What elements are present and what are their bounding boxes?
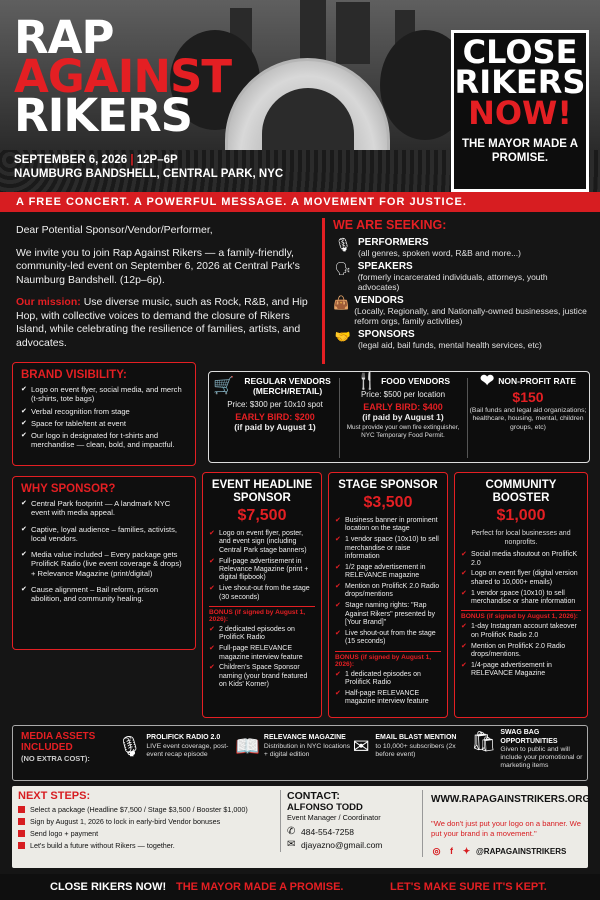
tagline-banner: A FREE CONCERT. A POWERFUL MESSAGE. A MOVEMENT FOR JUSTICE. xyxy=(0,192,600,212)
list-item: ✔ 1 dedicated episodes on ProlificK Radio xyxy=(335,671,441,688)
package-title: COMMUNITY BOOSTER xyxy=(485,479,557,504)
seeking-item-vendors xyxy=(333,295,588,326)
skyline-building xyxy=(336,2,370,64)
next-steps xyxy=(18,790,280,853)
media-asset-desc: Given to public and will include your promotional or marketing items xyxy=(500,746,583,769)
invitation-letter xyxy=(16,224,312,359)
event-date: SEPTEMBER 6, 2026 xyxy=(14,154,128,166)
list-item: ✔ Social media shoutout on ProlificK 2.0 xyxy=(461,551,581,568)
headline-sponsor-package xyxy=(202,472,322,718)
step-item xyxy=(18,817,280,826)
tier-note: (Bail funds and legal aid organizations; healthcare, housing, mental, children groups, etc) xyxy=(469,407,587,431)
list-item: ✔ 1 vendor space (10x10) to sell merchandise or share information xyxy=(461,590,581,607)
brand-visibility-box xyxy=(12,362,196,466)
callout-line-2: RIKERS xyxy=(454,63,586,101)
tier-paid-by: (if paid by August 1) xyxy=(234,422,316,432)
media-asset-swag xyxy=(471,729,585,770)
tier-price: Price: $300 per 10x10 spot xyxy=(227,400,323,409)
food-icon: 🍴 xyxy=(355,371,378,390)
tier-price: $150 xyxy=(512,389,544,405)
contact-block xyxy=(280,790,420,852)
contact-name: ALFONSO TODD xyxy=(287,802,363,813)
footer-banner xyxy=(0,874,600,900)
phone-icon: ✆ xyxy=(287,826,296,837)
seeking-item-name: SPONSORS xyxy=(358,329,415,340)
seeking-item-desc: (formerly incarcerated individuals, attorneys, youth advocates) xyxy=(357,272,548,292)
date-separator: | xyxy=(130,154,134,166)
step-item xyxy=(18,829,280,838)
checkbox-icon xyxy=(18,842,25,849)
seeking-heading: WE ARE SEEKING: xyxy=(333,218,447,232)
package-title: STAGE SPONSOR xyxy=(338,479,438,491)
social-handle[interactable]: @RAPAGAINSTRIKERS xyxy=(476,847,567,856)
list-item: ✔ Media value included – Every package gets ProlificK Radio (live event coverage & drops) + Relevance Magazine (print/digital) xyxy=(21,550,187,578)
tier-paid-by: (if paid by August 1) xyxy=(362,412,444,422)
list-item: ✔ Full-page advertisement in Relevance Magazine (print + digital flipbook) xyxy=(209,558,315,583)
regular-vendors-tier xyxy=(213,376,337,460)
step-text: Select a package (Headline $7,500 / Stage $3,500 / Booster $1,000) xyxy=(30,805,248,814)
website-link[interactable]: WWW.RAPAGAINSTRIKERS.ORG xyxy=(431,794,591,805)
checkbox-icon xyxy=(18,806,25,813)
media-asset-title: EMAIL BLAST MENTION xyxy=(375,734,457,741)
seeking-item-name: VENDORS xyxy=(354,295,404,306)
media-asset-desc: Distribution in NYC locations + digital edition xyxy=(263,742,351,758)
list-item: ✔ Cause alignment – Bail reform, prison abolition, and community healing. xyxy=(21,585,187,604)
why-sponsor-heading: WHY SPONSOR? xyxy=(21,483,116,495)
letter-mission xyxy=(16,296,312,350)
contact-heading: CONTACT: xyxy=(287,790,340,802)
checkbox-icon xyxy=(18,830,25,837)
step-item xyxy=(18,805,280,814)
list-item: ✔ Captive, loyal audience – families, activists, local vendors. xyxy=(21,525,187,544)
website-block xyxy=(422,790,591,857)
divider xyxy=(467,378,468,458)
list-item: ✔ Logo on event flyer (digital version shared to 10,000+ emails) xyxy=(461,570,581,587)
event-venue: NAUMBURG BANDSHELL, CENTRAL PARK, NYC xyxy=(14,168,284,180)
handshake-icon: 🤝 xyxy=(334,329,352,344)
media-asset-desc: to 10,000+ subscribers (2x before event) xyxy=(375,742,456,758)
list-item: ✔ Stage naming rights: "Rap Against Rikers" presented by [Your Brand]" xyxy=(335,602,441,627)
tier-early-bird: EARLY BIRD: $200 xyxy=(235,412,315,422)
footer-text-3: LET'S MAKE SURE IT'S KEPT. xyxy=(390,881,547,893)
list-item: ✔ Logo on event flyer, poster, and event sign (including Central Park stage banners) xyxy=(209,530,315,555)
media-asset-radio xyxy=(117,734,235,759)
media-asset-title: RELEVANCE MAGAZINE xyxy=(263,734,346,741)
letter-greeting: Dear Potential Sponsor/Vendor/Performer, xyxy=(16,224,213,236)
speaker-icon: 🗣 xyxy=(334,261,352,276)
media-assets-heading xyxy=(21,731,107,764)
media-assets-box xyxy=(12,725,588,781)
seeking-item-desc: (legal aid, bail funds, mental health services, etc) xyxy=(358,340,542,350)
event-title xyxy=(14,11,232,142)
footer-text-2: THE MAYOR MADE A PROMISE. xyxy=(176,881,344,893)
food-vendors-tier xyxy=(341,371,465,460)
list-item: ✔ Mention on ProlificK 2.0 Radio drops/mentions xyxy=(335,583,441,600)
media-asset-title: SWAG BAG OPPORTUNITIES xyxy=(500,729,558,745)
footer-text-1: CLOSE RIKERS NOW! xyxy=(50,881,167,893)
bonus-label: BONUS (if signed by August 1, 2026): xyxy=(335,651,441,668)
step-text: Let's build a future without Rikers — together. xyxy=(30,841,175,850)
shopping-cart-icon: 🛒 xyxy=(213,376,235,395)
list-item: ✔ 1/2 page advertisement in RELEVANCE magazine xyxy=(335,564,441,581)
facebook-icon[interactable]: f xyxy=(450,846,453,856)
magazine-icon: 📖 xyxy=(235,736,260,758)
bonus-label: BONUS (if signed by August 1, 2026): xyxy=(461,610,581,620)
step-text: Sign by August 1, 2026 to lock in early-bird Vendor bonuses xyxy=(30,817,221,826)
instagram-icon[interactable]: ◎ xyxy=(432,846,441,856)
tier-early-bird: EARLY BIRD: $400 xyxy=(363,402,443,412)
media-asset-desc: LIVE event coverage, post-event recap episode xyxy=(146,742,229,758)
swag-bag-icon: 🛍 xyxy=(471,731,497,753)
package-title: EVENT HEADLINE SPONSOR xyxy=(211,479,313,504)
seeking-section xyxy=(322,218,588,364)
event-date-time xyxy=(14,152,178,168)
seeking-item-performers xyxy=(333,237,588,258)
media-asset-title: PROLIFICK RADIO 2.0 xyxy=(146,734,221,741)
brand-quote: "We don't just put your logo on a banner. We put your brand in a movement." xyxy=(431,819,581,838)
social-row xyxy=(431,846,588,857)
list-item: ✔ 1/4-page advertisement in RELEVANCE Magazine xyxy=(461,662,581,679)
media-heading-note: (NO EXTRA COST): xyxy=(21,754,90,763)
community-booster-package xyxy=(454,472,588,718)
next-steps-heading: NEXT STEPS: xyxy=(18,790,91,802)
callout-line-1: CLOSE xyxy=(462,33,578,71)
list-item: ✔ Central Park footprint — A landmark NYC event with media appeal. xyxy=(21,499,187,518)
package-price: $3,500 xyxy=(363,494,413,511)
contact-panel xyxy=(12,786,591,868)
checkbox-icon xyxy=(18,818,25,825)
list-item: ✔ Business banner in prominent location on the stage xyxy=(335,517,441,534)
email-icon: ✉ xyxy=(352,736,370,758)
list-item: ✔ Full-page RELEVANCE magazine interview feature xyxy=(209,645,315,662)
media-asset-email xyxy=(351,734,471,759)
list-item: ✔ Mention on ProlificK 2.0 Radio drops/mentions. xyxy=(461,643,581,660)
step-item xyxy=(18,841,280,850)
contact-email-row[interactable] xyxy=(287,839,420,850)
brand-visibility-heading: BRAND VISIBILITY: xyxy=(21,369,127,381)
non-profit-tier xyxy=(469,371,587,460)
media-asset-magazine xyxy=(235,734,351,759)
seeking-item-desc: (all genres, spoken word, R&B and more...) xyxy=(358,248,521,258)
list-item: ✔ Space for table/tent at event xyxy=(21,419,187,428)
list-item: ✔ Verbal recognition from stage xyxy=(21,407,187,416)
list-item: ✔ Half-page RELEVANCE magazine interview feature xyxy=(335,690,441,707)
seeking-item-name: SPEAKERS xyxy=(357,261,413,272)
tier-title: REGULAR VENDORS (MERCH/RETAIL) xyxy=(244,376,331,396)
microphone-icon: 🎙 xyxy=(334,237,352,252)
callout-line-3: NOW! xyxy=(468,94,572,132)
vendor-rates-box xyxy=(208,371,590,463)
divider xyxy=(339,378,340,458)
title-line-2: AGAINST xyxy=(14,50,232,103)
step-text: Send logo + payment xyxy=(30,829,99,838)
tier-note: Must provide your own fire extinguisher, NYC Temporary Food Permit. xyxy=(346,424,460,439)
package-price: $1,000 xyxy=(496,507,546,524)
seeking-item-name: PERFORMERS xyxy=(358,237,429,248)
callout-subtitle: THE MAYOR MADE A PROMISE. xyxy=(461,138,579,164)
list-item: ✔ 2 dedicated episodes on ProlificK Radio xyxy=(209,626,315,643)
list-item: ✔ Live shout-out from the stage (15 seconds) xyxy=(335,630,441,647)
shopping-bag-icon: 👜 xyxy=(333,295,350,310)
title-line-3: RIKERS xyxy=(14,89,193,142)
media-heading-text: MEDIA ASSETS INCLUDED xyxy=(21,731,96,753)
list-item: ✔ Children's Space Sponsor naming (your brand featured on Kids' Korner) xyxy=(209,664,315,689)
tier-price: Price: $500 per location xyxy=(360,390,446,399)
contact-email[interactable]: djayazno@gmail.com xyxy=(301,839,383,850)
title-line-1: RAP xyxy=(14,11,114,64)
mission-label: Our mission: xyxy=(16,296,81,308)
letter-intro: We invite you to join Rap Against Rikers — a family-friendly, community-led event on September 6, 2026 at Central Park's Naumburg Bandshell. (12p–6p). xyxy=(16,246,300,286)
seeking-item-desc: (Locally, Regionally, and Nationally-owned businesses, justice reform orgs, family activities) xyxy=(354,306,587,326)
contact-phone[interactable]: 484-554-7258 xyxy=(301,826,354,837)
tier-title: FOOD VENDORS xyxy=(381,376,451,386)
bonus-label: BONUS (if signed by August 1, 2026): xyxy=(209,606,315,623)
contact-role: Event Manager / Coordinator xyxy=(287,813,381,822)
microphone-icon: 🎙 xyxy=(117,736,143,758)
email-icon: ✉ xyxy=(287,839,296,850)
mission-text: Use diverse music, such as Rock, R&B, and Hip Hop, with collective voices to demand the closure of Rikers Island, while celebrating the resilience of families, artists, and advocates. xyxy=(16,296,308,349)
list-item: ✔ Live shout-out from the stage (30 seconds) xyxy=(209,585,315,602)
package-price: $7,500 xyxy=(237,507,287,524)
contact-phone-row[interactable] xyxy=(287,826,420,837)
list-item: ✔ 1-day Instagram account takeover on ProlificK Radio 2.0 xyxy=(461,623,581,640)
twitter-icon[interactable]: ✦ xyxy=(462,846,471,856)
close-rikers-callout xyxy=(451,30,589,192)
why-sponsor-box xyxy=(12,476,196,650)
stage-sponsor-package xyxy=(328,472,448,718)
package-intro: Perfect for local businesses and nonprofits. xyxy=(471,530,571,546)
hero-section xyxy=(0,0,600,192)
heart-hand-icon: ❤ xyxy=(479,371,495,390)
seeking-item-speakers xyxy=(333,261,588,292)
list-item: ✔ Logo on event flyer, social media, and merch (t-shirts, tote bags) xyxy=(21,385,187,404)
list-item: ✔ Our logo in designated for t-shirts and merchandise — clean, bold, and impactful. xyxy=(21,431,187,450)
list-item: ✔ 1 vendor space (10x10) to sell merchandise or raise information xyxy=(335,536,441,561)
seeking-item-sponsors xyxy=(333,329,588,350)
tier-title: NON-PROFIT RATE xyxy=(498,376,576,386)
event-time: 12P–6P xyxy=(136,154,178,166)
